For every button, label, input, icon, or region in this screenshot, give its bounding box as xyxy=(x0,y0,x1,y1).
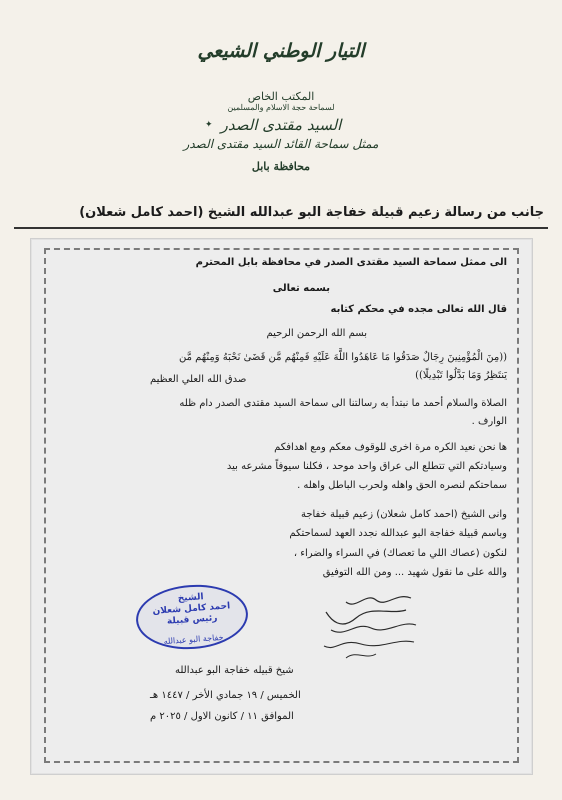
caption-banner: جانب من رسالة زعيم قبيلة خفاجة البو عبدالله الشيخ (احمد كامل شعلان) xyxy=(79,205,544,220)
sayyid-name: السيد مقتدى الصدر xyxy=(220,116,342,134)
salat-line-2: الوارف . xyxy=(471,416,507,427)
office-subline: لسماحة حجة الاسلام والمسلمين xyxy=(227,103,335,112)
addressee: الى ممثل سماحة السيد مقتدى الصدر في محافظة بابل المحترم xyxy=(195,257,507,268)
province-label: محافظة بابل xyxy=(251,160,311,173)
paragraph2-line3: لنكون (عصاك اللي ما تعصاك) في السراء والضراء ، xyxy=(293,548,507,559)
salat-line-1: الصلاة والسلام أحمد ما نبتدأ به رسالتنا الى سماحة السيد مقتدى الصدر دام ظله xyxy=(179,398,507,409)
allah-said: قال الله تعالى مجده في محكم كتابه xyxy=(330,304,507,315)
tribe-seal: الشيخ احمد كامل شعلان رئيس قبيلة خفاجة البو عبدالله xyxy=(134,581,250,653)
verse-line-2: يَنتَظِرُ وَمَا بَدَّلُوا تَبْدِيلًا)) xyxy=(415,370,507,381)
in-his-name: بسمه تعالى xyxy=(272,283,330,294)
letterhead xyxy=(0,0,562,200)
basmala: بسم الله الرحمن الرحيم xyxy=(266,328,367,339)
date-hijri: الخميس / ١٩ جمادي الأخر / ١٤٤٧ هـ xyxy=(150,690,301,701)
movement-title: التيار الوطني الشيعي xyxy=(197,40,365,62)
paragraph1-line3: سماحتكم لنصره الحق واهله ولحرب الباطل واهله . xyxy=(297,480,507,491)
handwritten-signature xyxy=(316,590,426,662)
letter-border xyxy=(44,248,519,763)
signature-scribble xyxy=(316,590,426,662)
paragraph2-line2: وباسم قبيلة خفاجة البو عبدالله نجدد العهد لسماحتكم xyxy=(289,528,507,539)
sender-title: شيخ قبيله خفاجة البو عبدالله xyxy=(175,665,294,676)
sadaq-line: صدق الله العلي العظيم xyxy=(150,374,247,385)
verse-line-1: ((مِنَ الْمُؤْمِنِينَ رِجَالٌ صَدَقُوا مَا عَاهَدُوا اللَّهَ عَلَيْهِ فَمِنْهُم مَّن قَضَىٰ نَحْبَهُ وَمِنْهُم مَّن xyxy=(178,352,507,363)
paragraph2-line1: وانى الشيخ (احمد كامل شعلان) زعيم قبيلة خفاجة xyxy=(300,509,507,520)
representative-line: ممثل سماحة القائد السيد مقتدى الصدر xyxy=(183,137,379,151)
divider xyxy=(14,227,548,229)
star-icon: ✦ xyxy=(205,120,213,130)
paragraph1-line2: وسيادتكم التي تتطلع الى عراق واحد موحد ، فكلنا سيوفاً مشرعه بيد xyxy=(226,461,507,472)
date-gregorian: الموافق ١١ / كانون الاول / ٢٠٢٥ م xyxy=(150,711,294,722)
paragraph1-line1: ها نحن نعيد الكره مرة اخرى للوقوف معكم ومع اهدافكم xyxy=(274,442,507,453)
office-line: المكتب الخاص xyxy=(247,90,315,103)
paragraph2-line4: والله على ما نقول شهيد ... ومن الله التوفيق xyxy=(322,567,507,578)
